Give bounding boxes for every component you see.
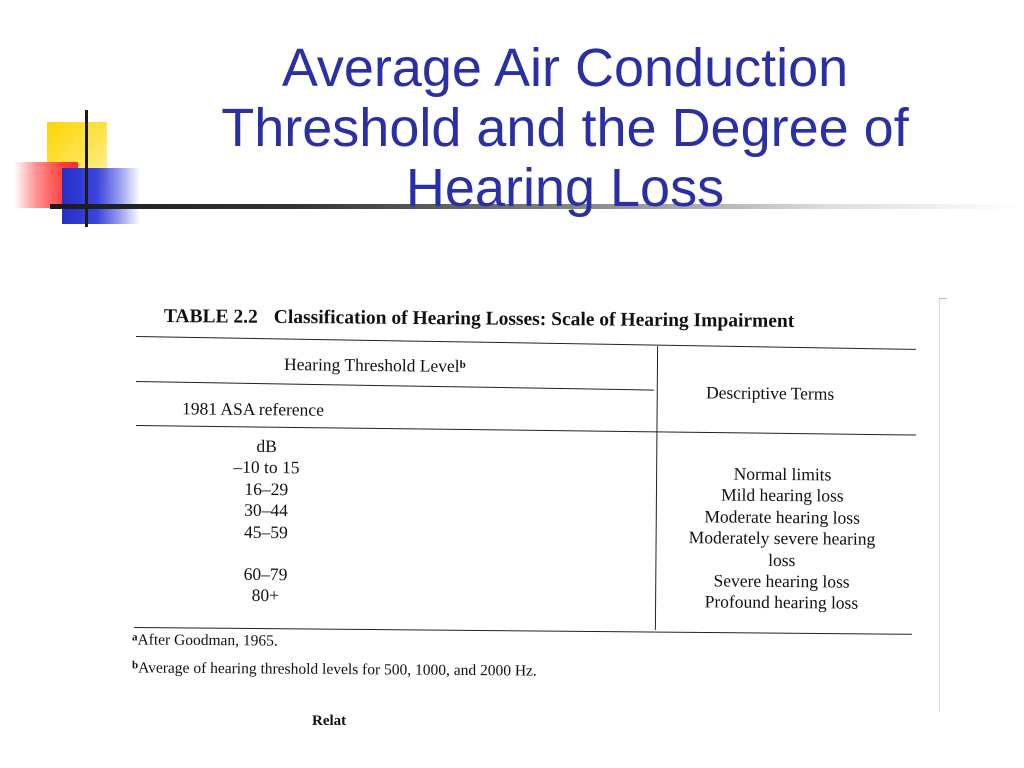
threshold-level: 45–59 [243,521,288,542]
header-divider-rule [136,381,654,391]
descriptive-terms-column [657,463,906,615]
hearing-loss-table-scan [128,296,950,729]
footnote-b-text: Average of hearing threshold levels for 500, 1000, and 2000 Hz. [138,659,537,680]
unit-label: dB [256,435,277,457]
threshold-level: 80+ [251,585,280,606]
decorative-blue-square [62,168,140,224]
descriptive-term: Moderate hearing loss [704,506,861,528]
table-caption-text: Classification of Hearing Losses: Scale of Hearing Impairment [273,306,795,332]
descriptive-term: Moderately severe hearing [688,527,876,550]
footnote-b-marker: b [131,659,139,672]
threshold-level: –10 to 15 [233,457,300,478]
subheader-rule [136,425,916,436]
table-number: TABLE 2.2 [163,306,258,328]
threshold-level: 60–79 [243,563,288,585]
threshold-levels-column [213,436,318,608]
footnote-a [132,630,278,650]
scan-corner-tick [939,298,947,299]
threshold-level-gap [214,543,318,565]
cutoff-scan-text: Relat [312,713,347,729]
threshold-level: 30–44 [244,500,289,521]
table-top-rule [136,336,916,350]
descriptive-term: loss [768,549,796,570]
slide-title-line-3: Hearing Loss [405,158,725,218]
footnote-b [132,658,537,680]
scan-right-edge [939,298,940,712]
descriptive-term: Profound hearing loss [704,591,859,614]
decorative-vertical-line [85,110,88,227]
descriptive-terms-header: Descriptive Terms [705,382,835,404]
footnote-a-marker: a [131,631,138,644]
descriptive-term: Severe hearing loss [713,570,850,592]
slide-title [160,38,970,218]
descriptive-term: Mild hearing loss [721,484,844,506]
threshold-level: 16–29 [244,478,289,500]
asa-reference-subheader: 1981 ASA reference [181,398,325,420]
table-caption [164,306,924,334]
footnote-a-text: After Goodman, 1965. [137,631,278,650]
descriptive-term: Normal limits [733,463,832,485]
threshold-level-header: Hearing Threshold Level$^b$ [283,354,466,376]
slide-title-line-2: Threshold and the Degree of [221,98,909,158]
slide-title-line-1: Average Air Conduction [281,38,849,98]
